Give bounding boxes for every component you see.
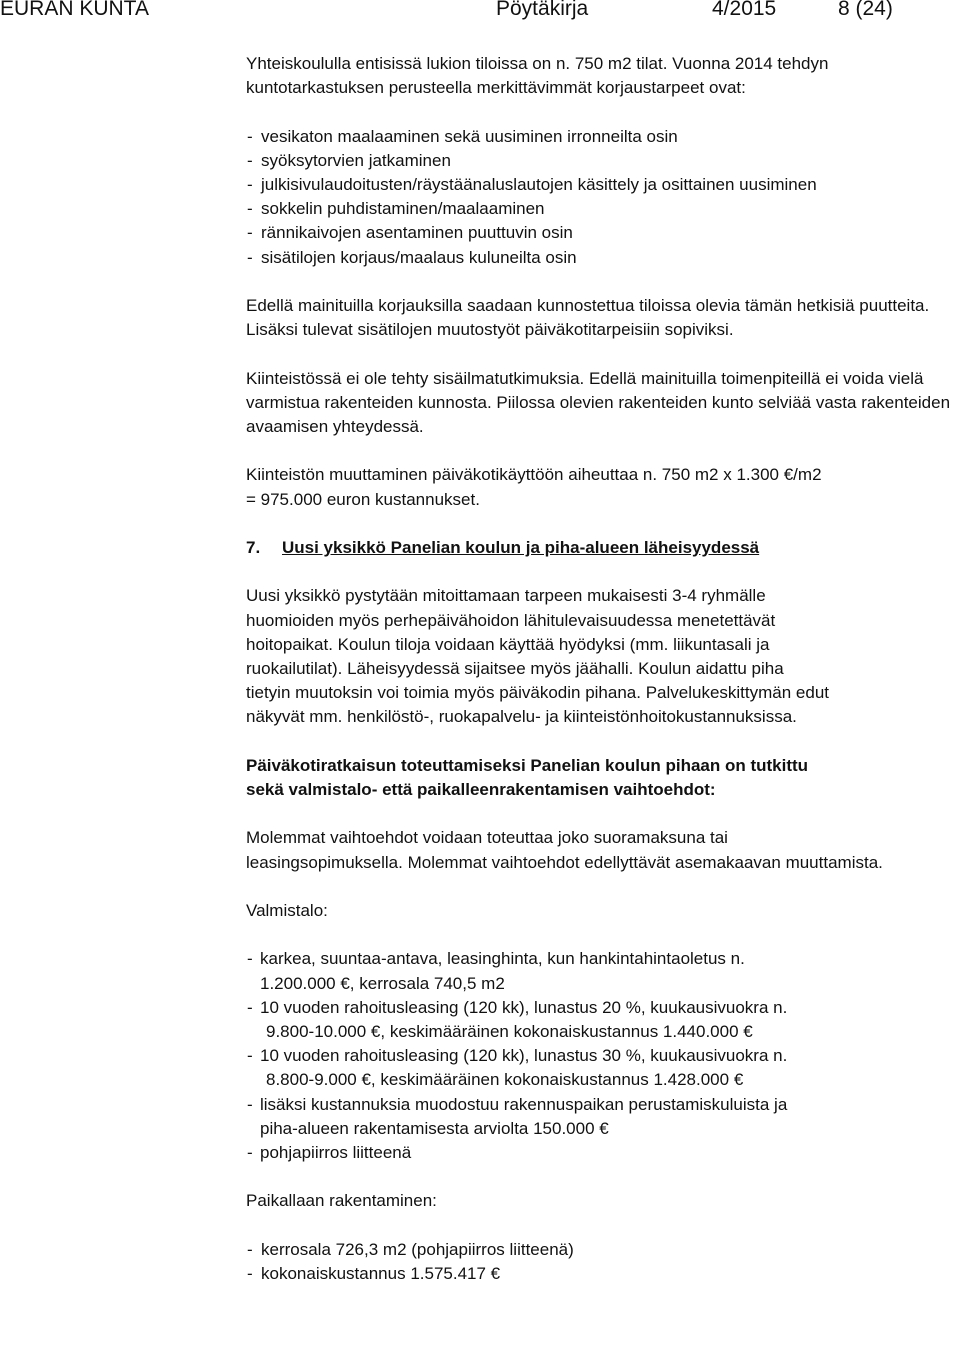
section-number: 7. [246, 537, 261, 557]
list-item: - sokkelin puhdistaminen/maalaaminen [247, 199, 545, 219]
valmistalo-label: Valmistalo: [246, 900, 328, 920]
list-item-text: piha-alueen rakentamisesta arviolta 150.000 € [260, 1118, 609, 1138]
list-item-text: kerrosala 726,3 m2 (pohjapiirros liitteenä) [261, 1239, 574, 1259]
repairs-paragraph: Edellä mainituilla korjauksilla saadaan kunnostettua tiloissa olevia tämän hetkisiä puutteita. Lisäksi tulevat sisätilojen muutostyöt päiväkotitarpeisiin sopiviksi. [246, 296, 930, 340]
list-item-text: lisäksi kustannuksia muodostuu rakennuspaikan perustamiskuluista ja [260, 1094, 788, 1114]
new-unit-line: näkyvät mm. henkilöstö-, ruokapalvelu- ja kiinteistönhoitokustannuksissa. [246, 707, 797, 727]
condition-paragraph: Kiinteistössä ei ole tehty sisäilmatutkimuksia. Edellä mainituilla toimenpiteillä ei voida vielä varmistua rakenteiden kunnosta. Piilossa olevien rakenteiden kunto selviää vasta rakenteiden avaamisen yhteydessä. [246, 368, 951, 436]
list-item: - karkea, suuntaa-antava, leasinghinta, kun hankintahintaoletus n. 1.200.000 €, kerrosala 740,5 m2 [247, 949, 745, 993]
list-item: - vesikaton maalaaminen sekä uusiminen irronneilta osin [247, 126, 678, 146]
list-item: - sisätilojen korjaus/maalaus kuluneilta osin [247, 247, 577, 267]
cost-line-1: Kiinteistön muuttaminen päiväkotikäyttöön aiheuttaa n. 750 m2 x 1.300 €/m2 [246, 465, 822, 485]
list-item: - pohjapiirros liitteenä [247, 1142, 412, 1162]
list-item-text: pohjapiirros liitteenä [260, 1142, 412, 1162]
valmistalo-list [246, 947, 960, 1165]
paikallaan-label: Paikallaan rakentaminen: [246, 1191, 437, 1211]
cost-line-2: = 975.000 euron kustannukset. [246, 489, 480, 509]
list-item: - kokonaiskustannus 1.575.417 € [247, 1263, 501, 1283]
list-item: - 10 vuoden rahoitusleasing (120 kk), lunastus 20 %, kuukausivuokra n. 9.800-10.000 €, keskimääräinen kokonaiskustannus 1.440.000 € [247, 997, 788, 1041]
list-item-text: karkea, suuntaa-antava, leasinghinta, kun hankintahintaoletus n. [260, 949, 745, 969]
section-title: Uusi yksikkö Panelian koulun ja piha-alueen läheisyydessä [282, 537, 760, 557]
list-item: - julkisivulaudoitusten/räystäänaluslautojen käsittely ja osittainen uusiminen [247, 175, 817, 194]
options-paragraph: Molemmat vaihtoehdot voidaan toteuttaa joko suoramaksuna tai leasingsopimuksella. Molemmat vaihtoehdot edellyttävät asemakaavan muuttamista. [246, 828, 883, 872]
list-item: - lisäksi kustannuksia muodostuu rakennuspaikan perustamiskuluista ja piha-alueen rakentamisesta arviolta 150.000 € [247, 1094, 788, 1138]
list-item-text: 9.800-10.000 €, keskimääräinen kokonaiskustannus 1.440.000 € [266, 1021, 753, 1041]
list-item: - syöksytorvien jatkaminen [247, 150, 451, 170]
list-item-text: julkisivulaudoitusten/räystäänaluslautojen käsittely ja osittainen uusiminen [261, 175, 817, 194]
list-item-text: vesikaton maalaaminen sekä uusiminen irronneilta osin [261, 126, 678, 146]
list-item-text: 10 vuoden rahoitusleasing (120 kk), lunastus 30 %, kuukausivuokra n. [260, 1046, 788, 1066]
page-header [0, 0, 960, 26]
intro-line-1: Yhteiskoululla entisissä lukion tiloissa on n. 750 m2 tilat. Vuonna 2014 tehdyn [246, 54, 829, 73]
municipality-name: EURAN KUNTA [0, 0, 149, 20]
list-item: - rännikaivojen asentaminen puuttuvin osin [247, 223, 573, 243]
new-unit-line: hoitopaikat. Koulun tiloja voidaan käyttää hyödyksi (mm. liikuntasali ja [246, 634, 770, 654]
new-unit-line: Uusi yksikkö pystytään mitoittamaan tarpeen mukaisesti 3-4 ryhmälle [246, 586, 766, 606]
section-heading [246, 536, 960, 560]
list-item-text: sokkelin puhdistaminen/maalaaminen [261, 199, 545, 219]
document-body [246, 52, 960, 1286]
list-item-text: sisätilojen korjaus/maalaus kuluneilta osin [261, 247, 577, 267]
options-heading-line: sekä valmistalo- että paikalleenrakentamisen vaihtoehdot: [246, 779, 716, 799]
new-unit-line: ruokailutilat). Läheisyydessä sijaitsee myös jäähalli. Koulun aidattu piha [246, 658, 784, 678]
list-item-text: kokonaiskustannus 1.575.417 € [261, 1263, 501, 1283]
list-item-text: 10 vuoden rahoitusleasing (120 kk), lunastus 20 %, kuukausivuokra n. [260, 997, 788, 1017]
list-item-text: 8.800-9.000 €, keskimääräinen kokonaiskustannus 1.428.000 € [266, 1070, 744, 1090]
paikallaan-list [246, 1238, 960, 1286]
list-item-text: rännikaivojen asentaminen puuttuvin osin [261, 223, 573, 243]
new-unit-line: huomioiden myös perhepäivähoidon lähitulevaisuudessa menetettävät [246, 610, 776, 630]
options-heading-line: Päiväkotiratkaisun toteuttamiseksi Panelian koulun pihaan on tutkittu [246, 755, 809, 775]
document-type: Pöytäkirja [496, 0, 589, 20]
document-number: 4/2015 [712, 0, 777, 20]
list-item-text: 1.200.000 €, kerrosala 740,5 m2 [260, 973, 505, 993]
list-item: - kerrosala 726,3 m2 (pohjapiirros liitteenä) [247, 1239, 574, 1259]
new-unit-line: tietyin muutoksin voi toimia myös päiväkodin pihana. Palvelukeskittymän edut [246, 683, 830, 703]
repair-list [246, 125, 960, 270]
list-item: - 10 vuoden rahoitusleasing (120 kk), lunastus 30 %, kuukausivuokra n. 8.800-9.000 €, keskimääräinen kokonaiskustannus 1.428.000 € [247, 1046, 788, 1090]
intro-line-2: kuntotarkastuksen perusteella merkittävimmät korjaustarpeet ovat: [246, 78, 746, 98]
list-item-text: syöksytorvien jatkaminen [261, 150, 451, 170]
page-number: 8 (24) [838, 0, 893, 20]
